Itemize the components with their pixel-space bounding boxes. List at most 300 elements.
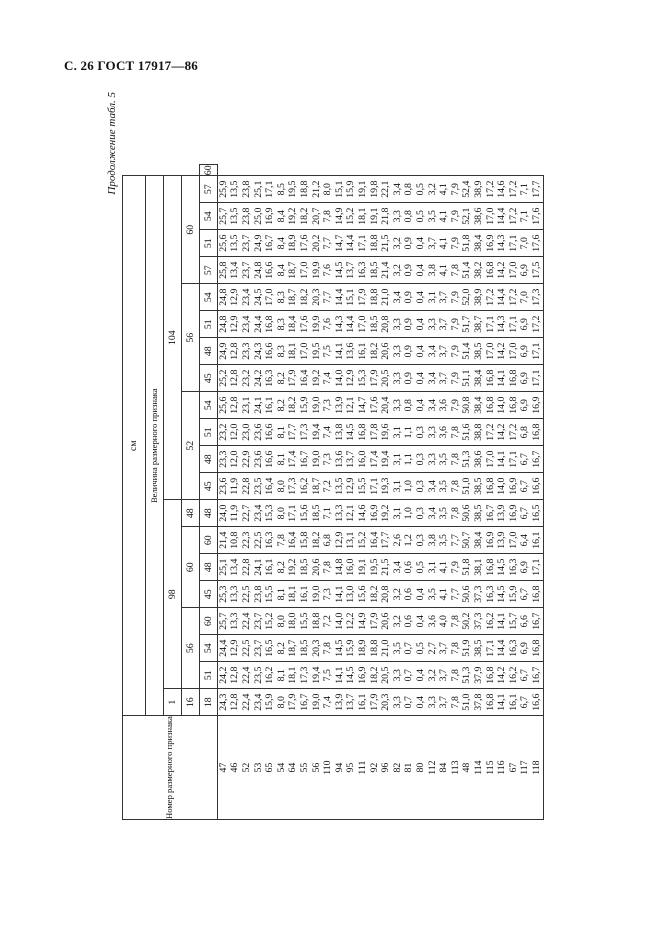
value-cell: 13,4 <box>230 554 242 581</box>
value-cell: 18,2 <box>369 581 381 608</box>
value-cell: 3,6 <box>438 392 450 419</box>
value-cell: 7,6 <box>322 311 334 338</box>
value-cell: 16,2 <box>485 608 497 635</box>
value-cell: 14,0 <box>496 473 508 500</box>
feature-number-cell: 84 <box>438 716 450 820</box>
value-cell: 14,3 <box>334 311 346 338</box>
value-cell: 14,3 <box>496 230 508 257</box>
value-cell: 7,8 <box>276 527 288 554</box>
value-cell: 16,7 <box>264 230 276 257</box>
value-cell: 8,1 <box>276 419 288 446</box>
value-cell: 14,4 <box>334 284 346 311</box>
value-cell: 16,3 <box>357 257 369 284</box>
h2-cell: 60 <box>182 527 200 608</box>
value-cell: 52,0 <box>461 284 473 311</box>
value-cell: 0,9 <box>404 365 416 392</box>
value-cell: 16,8 <box>357 419 369 446</box>
value-cell: 19,4 <box>311 662 323 689</box>
value-cell: 13,9 <box>334 689 346 716</box>
h1-cell: 98 <box>164 500 182 689</box>
value-cell: 7,6 <box>322 257 334 284</box>
value-cell: 15,1 <box>334 176 346 203</box>
feature-number-cell: 113 <box>450 716 462 820</box>
h3-cell: 45 <box>200 473 218 500</box>
value-cell: 6,8 <box>519 419 531 446</box>
value-cell: 18,1 <box>288 662 300 689</box>
feature-number-cell: 115 <box>485 716 497 820</box>
value-cell: 22,8 <box>241 473 253 500</box>
value-cell: 3,3 <box>392 338 404 365</box>
table-row <box>450 165 462 820</box>
value-cell: 0,9 <box>404 230 416 257</box>
value-cell: 24,8 <box>218 311 230 338</box>
table-row <box>230 165 242 820</box>
value-cell: 6,9 <box>519 392 531 419</box>
value-cell: 25,3 <box>218 581 230 608</box>
value-cell: 3,7 <box>438 284 450 311</box>
value-cell: 15,8 <box>299 527 311 554</box>
value-cell: 14,1 <box>334 581 346 608</box>
value-cell: 3,1 <box>427 554 439 581</box>
value-cell: 7,9 <box>450 284 462 311</box>
table-row <box>311 165 323 820</box>
h2-cell: 60 <box>182 176 200 284</box>
value-cell: 13,0 <box>346 581 358 608</box>
value-cell: 16,8 <box>485 689 497 716</box>
value-cell: 15,3 <box>264 500 276 527</box>
value-cell: 13,5 <box>334 473 346 500</box>
h3-cell: 51 <box>200 311 218 338</box>
value-cell: 17,6 <box>299 311 311 338</box>
value-cell: 19,1 <box>357 176 369 203</box>
value-cell: 7,8 <box>450 257 462 284</box>
value-cell: 0,9 <box>404 338 416 365</box>
value-cell: 20,3 <box>311 284 323 311</box>
value-cell: 0,4 <box>415 257 427 284</box>
value-cell: 13,9 <box>334 392 346 419</box>
value-cell: 16,8 <box>508 392 520 419</box>
value-cell: 12,8 <box>230 365 242 392</box>
value-cell: 11,9 <box>230 473 242 500</box>
value-cell: 15,3 <box>357 365 369 392</box>
value-cell: 8,0 <box>276 500 288 527</box>
value-cell: 22,4 <box>241 662 253 689</box>
value-cell: 51,0 <box>461 473 473 500</box>
feature-number-cell: 64 <box>288 716 300 820</box>
value-cell: 22,9 <box>241 446 253 473</box>
value-cell: 18,2 <box>288 392 300 419</box>
value-cell: 17,3 <box>299 662 311 689</box>
value-cell: 6,7 <box>519 446 531 473</box>
value-cell: 17,6 <box>531 203 543 230</box>
value-cell: 16,8 <box>508 365 520 392</box>
feature-number-cell: 96 <box>380 716 392 820</box>
h2-cell: 56 <box>182 608 200 689</box>
value-cell: 19,2 <box>288 554 300 581</box>
value-cell: 18,2 <box>311 527 323 554</box>
value-cell: 17,6 <box>299 230 311 257</box>
value-cell: 16,3 <box>264 527 276 554</box>
value-cell: 7,0 <box>519 230 531 257</box>
value-cell: 7,4 <box>322 419 334 446</box>
value-cell: 23,4 <box>241 311 253 338</box>
value-cell: 19,8 <box>369 176 381 203</box>
value-cell: 25,1 <box>253 176 265 203</box>
value-cell: 23,3 <box>218 446 230 473</box>
value-cell: 12,8 <box>230 338 242 365</box>
value-cell: 0,3 <box>415 500 427 527</box>
value-cell: 3,2 <box>392 257 404 284</box>
value-cell: 20,6 <box>380 338 392 365</box>
value-cell: 51,4 <box>461 257 473 284</box>
value-cell: 24,0 <box>218 500 230 527</box>
feature-number-cell: 114 <box>473 716 485 820</box>
value-cell: 17,7 <box>288 419 300 446</box>
value-cell: 3,3 <box>427 689 439 716</box>
value-cell: 7,8 <box>450 662 462 689</box>
value-cell: 6,6 <box>519 608 531 635</box>
value-cell: 0,4 <box>415 662 427 689</box>
value-cell: 3,3 <box>392 392 404 419</box>
value-cell: 18,2 <box>299 284 311 311</box>
value-cell: 16,4 <box>299 365 311 392</box>
value-cell: 3,7 <box>438 311 450 338</box>
value-cell: 16,8 <box>531 635 543 662</box>
value-cell: 0,5 <box>415 554 427 581</box>
value-cell: 17,9 <box>357 284 369 311</box>
value-cell: 24,3 <box>218 689 230 716</box>
value-cell: 3,2 <box>392 581 404 608</box>
value-cell: 17,9 <box>369 608 381 635</box>
feature-number-cell: 111 <box>357 716 369 820</box>
value-cell: 6,7 <box>519 473 531 500</box>
value-cell: 38,9 <box>473 284 485 311</box>
value-cell: 22,5 <box>241 635 253 662</box>
value-cell: 14,5 <box>346 419 358 446</box>
value-cell: 19,5 <box>369 554 381 581</box>
value-cell: 17,1 <box>531 554 543 581</box>
value-cell: 14,1 <box>496 446 508 473</box>
value-cell: 51,7 <box>461 311 473 338</box>
h2-cell: 52 <box>182 392 200 500</box>
h2-cell: 16 <box>182 689 200 716</box>
value-cell: 8,2 <box>276 392 288 419</box>
value-cell: 17,0 <box>299 338 311 365</box>
value-cell: 16,1 <box>531 527 543 554</box>
feature-number-cell: 54 <box>276 716 288 820</box>
value-cell: 3,7 <box>438 662 450 689</box>
value-cell: 0,6 <box>404 554 416 581</box>
value-cell: 15,7 <box>508 608 520 635</box>
value-cell: 16,3 <box>264 365 276 392</box>
value-cell: 16,7 <box>531 662 543 689</box>
value-cell: 3,3 <box>392 662 404 689</box>
value-cell: 16,9 <box>485 230 497 257</box>
value-cell: 21,5 <box>380 554 392 581</box>
value-cell: 14,0 <box>334 608 346 635</box>
value-cell: 19,2 <box>311 365 323 392</box>
feature-number-cell: 110 <box>322 716 334 820</box>
value-cell: 7,8 <box>450 500 462 527</box>
value-cell: 7,9 <box>450 554 462 581</box>
feature-number-cell: 55 <box>299 716 311 820</box>
h3-cell: 54 <box>200 392 218 419</box>
value-cell: 25,2 <box>218 365 230 392</box>
value-cell: 23,7 <box>253 635 265 662</box>
value-cell: 20,2 <box>311 230 323 257</box>
value-cell: 8,2 <box>276 365 288 392</box>
value-cell: 17,8 <box>369 419 381 446</box>
value-cell: 24,9 <box>218 338 230 365</box>
value-cell: 17,1 <box>357 230 369 257</box>
value-cell: 25,7 <box>218 203 230 230</box>
value-cell: 18,5 <box>299 554 311 581</box>
value-cell: 0,8 <box>404 176 416 203</box>
value-cell: 13,7 <box>346 689 358 716</box>
value-cell: 14,1 <box>496 608 508 635</box>
value-cell: 20,8 <box>380 311 392 338</box>
value-cell: 17,2 <box>531 311 543 338</box>
value-cell: 19,3 <box>380 473 392 500</box>
value-cell: 18,7 <box>311 473 323 500</box>
value-cell: 0,5 <box>415 635 427 662</box>
value-cell: 19,4 <box>380 446 392 473</box>
value-cell: 7,9 <box>450 203 462 230</box>
value-cell: 7,1 <box>519 203 531 230</box>
value-cell: 3,3 <box>427 419 439 446</box>
value-cell: 25,0 <box>253 203 265 230</box>
value-cell: 14,4 <box>496 284 508 311</box>
value-cell: 24,5 <box>253 284 265 311</box>
value-cell: 17,0 <box>264 284 276 311</box>
rotated-table-area <box>106 90 598 820</box>
value-cell: 16,1 <box>357 689 369 716</box>
value-cell: 0,3 <box>415 473 427 500</box>
table-row <box>253 165 265 820</box>
table-row <box>334 165 346 820</box>
h3-cell: 60 <box>200 608 218 635</box>
table-row <box>496 165 508 820</box>
table-row <box>404 165 416 820</box>
value-cell: 2,6 <box>392 527 404 554</box>
value-cell: 16,1 <box>357 338 369 365</box>
value-cell: 16,5 <box>264 635 276 662</box>
value-cell: 50,7 <box>461 527 473 554</box>
value-cell: 3,7 <box>438 338 450 365</box>
value-cell: 3,2 <box>392 230 404 257</box>
value-cell: 17,0 <box>485 203 497 230</box>
value-cell: 12,8 <box>230 662 242 689</box>
table-row <box>531 165 543 820</box>
value-cell: 6,7 <box>519 500 531 527</box>
value-cell: 17,1 <box>531 338 543 365</box>
feature-number-cell: 81 <box>404 716 416 820</box>
value-cell: 20,5 <box>380 365 392 392</box>
value-cell: 0,3 <box>415 527 427 554</box>
value-cell: 16,6 <box>531 689 543 716</box>
h2-cell: 48 <box>182 500 200 527</box>
value-cell: 25,6 <box>218 392 230 419</box>
value-cell: 13,1 <box>346 527 358 554</box>
table-row <box>438 165 450 820</box>
value-cell: 13,3 <box>230 581 242 608</box>
value-cell: 0,4 <box>415 365 427 392</box>
value-cell: 3,5 <box>438 527 450 554</box>
value-cell: 7,8 <box>322 635 334 662</box>
value-cell: 23,0 <box>241 419 253 446</box>
value-cell: 13,9 <box>496 500 508 527</box>
value-cell: 15,9 <box>508 581 520 608</box>
value-cell: 7,8 <box>450 473 462 500</box>
value-cell: 16,7 <box>531 446 543 473</box>
unit-header: см <box>123 176 146 716</box>
value-cell: 20,7 <box>311 203 323 230</box>
value-cell: 17,6 <box>369 392 381 419</box>
value-cell: 23,4 <box>253 689 265 716</box>
value-cell: 3,5 <box>438 473 450 500</box>
value-cell: 38,7 <box>473 311 485 338</box>
value-cell: 13,3 <box>230 608 242 635</box>
value-cell: 7,7 <box>322 230 334 257</box>
value-cell: 38,4 <box>473 365 485 392</box>
value-cell: 3,3 <box>427 446 439 473</box>
value-cell: 17,0 <box>508 338 520 365</box>
value-cell: 23,6 <box>253 446 265 473</box>
value-cell: 21,2 <box>311 176 323 203</box>
value-cell: 38,4 <box>473 230 485 257</box>
value-cell: 17,0 <box>357 311 369 338</box>
value-cell: 38,6 <box>473 446 485 473</box>
value-cell: 19,6 <box>380 419 392 446</box>
value-cell: 15,9 <box>346 176 358 203</box>
feature-number-cell: 82 <box>392 716 404 820</box>
value-cell: 24,2 <box>253 365 265 392</box>
value-cell: 16,7 <box>531 608 543 635</box>
value-cell: 22,4 <box>241 608 253 635</box>
value-cell: 3,3 <box>392 365 404 392</box>
value-cell: 20,6 <box>311 554 323 581</box>
table-row <box>485 165 497 820</box>
value-cell: 3,5 <box>427 581 439 608</box>
value-cell: 8,4 <box>276 257 288 284</box>
value-cell: 14,5 <box>334 257 346 284</box>
h3-cell: 48 <box>200 554 218 581</box>
value-cell: 14,7 <box>357 392 369 419</box>
h3-cell: 51 <box>200 662 218 689</box>
h3-cell: 45 <box>200 365 218 392</box>
value-cell: 17,0 <box>485 338 497 365</box>
value-cell: 14,0 <box>496 392 508 419</box>
value-cell: 16,6 <box>264 257 276 284</box>
value-cell: 16,8 <box>485 365 497 392</box>
h3-cell: 57 <box>200 176 218 203</box>
value-cell: 18,8 <box>369 284 381 311</box>
value-cell: 16,6 <box>264 446 276 473</box>
value-cell: 3,1 <box>392 473 404 500</box>
value-cell: 7,7 <box>450 581 462 608</box>
value-cell: 3,3 <box>392 203 404 230</box>
value-cell: 18,5 <box>369 311 381 338</box>
value-cell: 17,1 <box>485 635 497 662</box>
value-cell: 23,8 <box>241 203 253 230</box>
value-cell: 14,2 <box>496 257 508 284</box>
value-cell: 19,9 <box>311 311 323 338</box>
value-cell: 8,3 <box>276 311 288 338</box>
value-cell: 17,2 <box>508 176 520 203</box>
value-cell: 23,3 <box>241 338 253 365</box>
value-cell: 19,0 <box>311 446 323 473</box>
value-cell: 22,1 <box>380 176 392 203</box>
value-cell: 38,8 <box>473 419 485 446</box>
value-cell: 16,3 <box>485 581 497 608</box>
value-cell: 17,1 <box>508 446 520 473</box>
feature-number-cell: 117 <box>519 716 531 820</box>
value-cell: 23,5 <box>253 473 265 500</box>
feature-number-cell: 118 <box>531 716 543 820</box>
value-cell: 7,8 <box>450 689 462 716</box>
value-cell: 17,9 <box>369 689 381 716</box>
value-cell: 12,9 <box>230 311 242 338</box>
value-cell: 7,7 <box>450 527 462 554</box>
value-cell: 17,1 <box>508 311 520 338</box>
feature-number-cell: 65 <box>264 716 276 820</box>
value-cell: 7,8 <box>322 203 334 230</box>
table-row <box>392 165 404 820</box>
value-cell: 0,4 <box>415 689 427 716</box>
value-cell: 17,0 <box>508 527 520 554</box>
value-cell: 25,1 <box>218 554 230 581</box>
value-cell: 16,9 <box>508 473 520 500</box>
value-cell: 0,4 <box>415 608 427 635</box>
value-cell: 7,2 <box>322 473 334 500</box>
h3-cell: 51 <box>200 230 218 257</box>
value-cell: 3,8 <box>427 257 439 284</box>
value-cell: 16,8 <box>485 257 497 284</box>
value-cell: 20,8 <box>380 581 392 608</box>
value-cell: 18,8 <box>311 608 323 635</box>
value-cell: 13,5 <box>230 230 242 257</box>
value-cell: 19,5 <box>311 338 323 365</box>
value-cell: 19,5 <box>288 176 300 203</box>
feature-number-cell: 48 <box>461 716 473 820</box>
value-cell: 17,3 <box>531 284 543 311</box>
value-cell: 51,0 <box>461 689 473 716</box>
feature-number-cell: 116 <box>496 716 508 820</box>
value-cell: 12,2 <box>346 608 358 635</box>
value-cell: 3,3 <box>427 311 439 338</box>
value-cell: 6,9 <box>519 257 531 284</box>
h3-cell: 57 <box>200 257 218 284</box>
value-cell: 7,8 <box>450 419 462 446</box>
value-cell: 50,6 <box>461 581 473 608</box>
value-cell: 8,3 <box>276 284 288 311</box>
value-cell: 16,6 <box>531 473 543 500</box>
value-cell: 13,4 <box>230 257 242 284</box>
value-cell: 18,8 <box>369 230 381 257</box>
value-cell: 16,7 <box>485 500 497 527</box>
value-cell: 17,3 <box>299 419 311 446</box>
value-cell: 13,5 <box>230 176 242 203</box>
h1-cell: 104 <box>164 176 182 500</box>
value-cell: 7,9 <box>450 311 462 338</box>
value-cell: 16,6 <box>264 419 276 446</box>
value-cell: 18,5 <box>369 257 381 284</box>
value-cell: 16,8 <box>485 554 497 581</box>
value-cell: 17,2 <box>485 176 497 203</box>
value-cell: 25,7 <box>218 608 230 635</box>
h2-cell: 56 <box>182 284 200 392</box>
value-cell: 3,6 <box>427 608 439 635</box>
